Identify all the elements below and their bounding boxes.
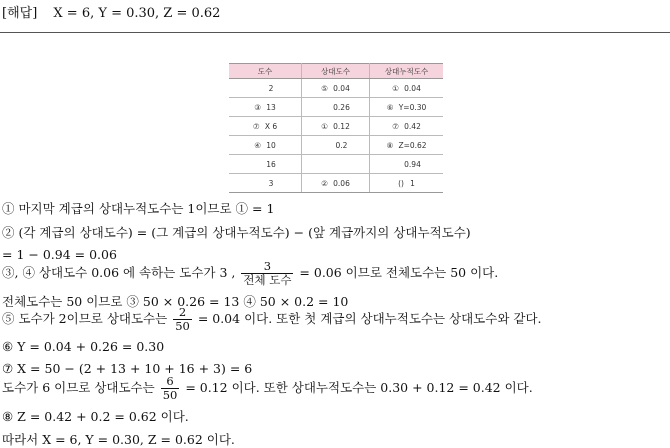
table-cell — [229, 117, 302, 136]
table-row — [229, 98, 443, 117]
table-cell — [229, 155, 302, 174]
marker: ⑥ — [386, 102, 394, 112]
table-cell — [302, 117, 370, 136]
line-text: ③, ④ 상대도수 0.06 에 속하는 도수가 3 , — [2, 265, 236, 280]
cell-value: 10 — [266, 140, 276, 150]
answer-label: [해답] — [2, 6, 38, 21]
fraction — [173, 306, 192, 333]
cell-value: 0.06 — [333, 178, 350, 188]
cell-value: X 6 — [264, 121, 278, 131]
solution-line-1: ① 마지막 계급의 상대누적도수는 1이므로 ① = 1 — [2, 201, 275, 216]
marker: ⑤ — [321, 83, 328, 93]
table-cell — [229, 174, 302, 193]
fraction — [241, 260, 293, 287]
marker: ① — [392, 83, 399, 93]
marker: ⑧ — [386, 140, 394, 150]
solution-line-4 — [2, 260, 498, 287]
line-text: = 0.04 이다. 또한 첫 계급의 상대누적도수는 상대도수와 같다. — [197, 311, 542, 326]
col-header-cumulative-relative-frequency: 상대누적도수 — [370, 64, 444, 79]
answer-header — [2, 2, 220, 21]
solution-line-8: ⑦ X = 50 − (2 + 13 + 10 + 16 + 3) = 6 — [2, 361, 253, 376]
fraction-numerator: 3 — [263, 259, 272, 273]
cell-value: 1 — [410, 178, 415, 188]
solution-line-2: ② (각 계급의 상대도수) = (그 계급의 상대누적도수) − (앞 계급까지의 상대누적도수) — [2, 225, 471, 240]
solution-line-6 — [2, 306, 542, 333]
table-cell — [370, 98, 444, 117]
solution-line-7: ⑥ Y = 0.04 + 0.26 = 0.30 — [2, 339, 165, 354]
cell-value: 0.04 — [333, 83, 350, 93]
table-cell — [370, 174, 444, 193]
cell-value: 3 — [268, 178, 274, 188]
line-text: = 0.06 이므로 전체도수는 50 이다. — [299, 265, 499, 280]
line-text: 도수가 6 이므로 상대도수는 — [2, 380, 155, 395]
cell-value: 0.42 — [404, 121, 421, 131]
line-text: ⑤ 도수가 2이므로 상대도수는 — [2, 311, 168, 326]
table-cell — [370, 155, 444, 174]
marker: () — [398, 178, 404, 188]
solution-line-10: ⑧ Z = 0.42 + 0.2 = 0.62 이다. — [2, 409, 189, 424]
table-cell — [229, 136, 302, 155]
col-header-relative-frequency: 상대도수 — [302, 64, 370, 79]
cell-value: 0.12 — [333, 121, 350, 131]
table-cell — [370, 79, 444, 98]
table-cell — [302, 98, 370, 117]
cell-value: 13 — [266, 102, 276, 112]
solution-line-3: = 1 − 0.94 = 0.06 — [2, 247, 117, 262]
answer-summary: X = 6, Y = 0.30, Z = 0.62 — [53, 6, 221, 21]
fraction-denominator: 50 — [175, 319, 190, 333]
table-cell — [370, 136, 444, 155]
table-cell — [302, 79, 370, 98]
table-row — [229, 155, 443, 174]
fraction-numerator: 6 — [166, 374, 174, 388]
marker: ⑦ — [252, 121, 260, 131]
cell-value: Y=0.30 — [398, 102, 427, 112]
table-cell — [229, 98, 302, 117]
table-cell — [302, 136, 370, 155]
fraction-denominator: 전체 도수 — [243, 273, 292, 287]
table-cell — [302, 174, 370, 193]
frequency-table — [229, 63, 443, 193]
table-row — [229, 174, 443, 193]
cell-value: 2 — [268, 83, 274, 93]
fraction — [161, 375, 180, 402]
marker: ③ — [254, 102, 261, 112]
line-text: = 0.12 이다. 또한 상대누적도수는 0.30 + 0.12 = 0.42 이다. — [185, 380, 533, 395]
marker: ⑦ — [392, 121, 399, 131]
table-row — [229, 79, 443, 98]
marker: ① — [321, 121, 328, 131]
cell-value: 0.2 — [335, 140, 348, 150]
fraction-denominator: 50 — [162, 388, 178, 402]
marker: ② — [321, 178, 328, 188]
table-row — [229, 117, 443, 136]
cell-value: 0.94 — [404, 159, 421, 169]
table-header-row — [229, 64, 443, 79]
marker: ④ — [254, 140, 261, 150]
solution-line-9 — [2, 375, 533, 402]
cell-value: 16 — [266, 159, 276, 169]
cell-value: 0.26 — [333, 102, 350, 112]
cell-value: 0.04 — [404, 83, 421, 93]
table-row — [229, 136, 443, 155]
divider — [0, 32, 670, 33]
col-header-frequency: 도수 — [229, 64, 302, 79]
table-cell — [229, 79, 302, 98]
table-cell — [302, 155, 370, 174]
solution-line-11: 따라서 X = 6, Y = 0.30, Z = 0.62 이다. — [2, 432, 235, 447]
table-cell — [370, 117, 444, 136]
solution-line-5: 전체도수는 50 이므로 ③ 50 × 0.26 = 13 ④ 50 × 0.2 = 10 — [2, 294, 349, 309]
fraction-numerator: 2 — [178, 305, 187, 319]
cell-value: Z=0.62 — [398, 140, 427, 150]
